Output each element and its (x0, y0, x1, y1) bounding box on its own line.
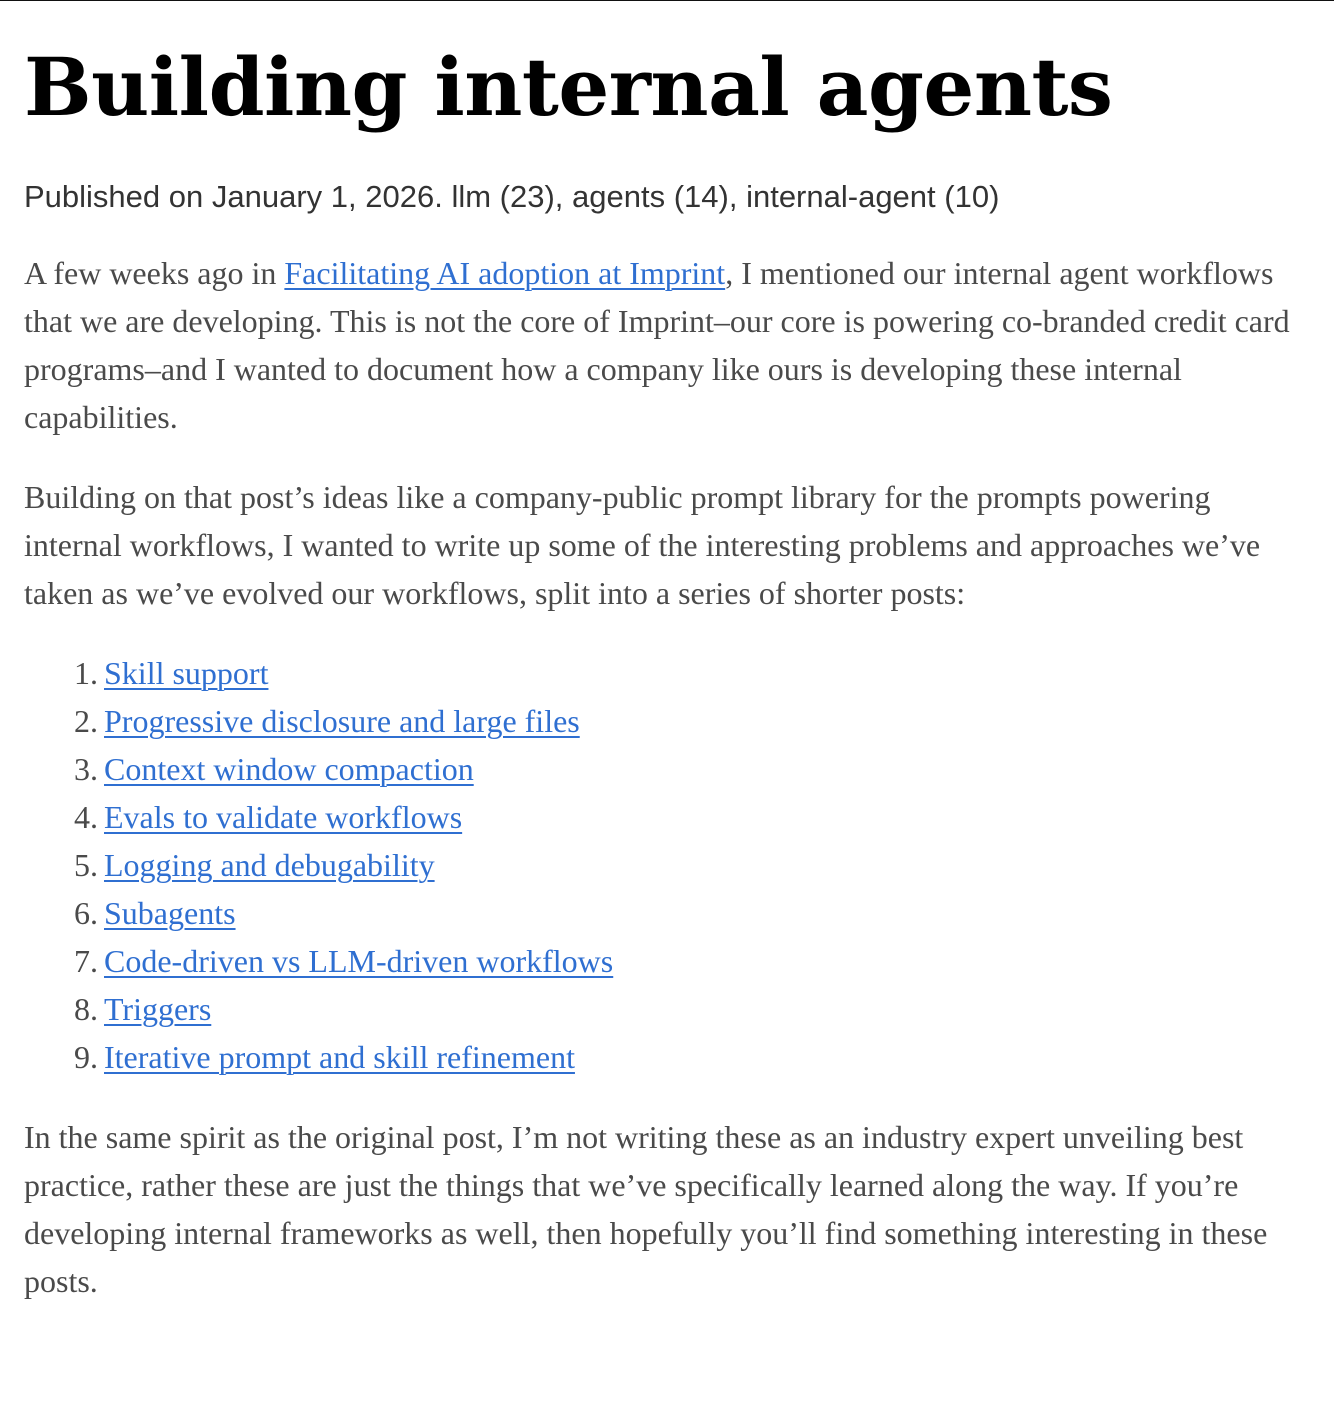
tag-link-agents[interactable]: agents (14) (572, 179, 729, 214)
list-item (24, 1033, 1310, 1081)
list-item-number: 8. (74, 991, 98, 1027)
article (0, 39, 1334, 1305)
published-date: January 1, 2026 (211, 179, 435, 214)
tag-separator: , (554, 179, 573, 214)
list-item-number: 5. (74, 847, 98, 883)
published-prefix: Published on (24, 179, 212, 214)
intro-text-before-link: A few weeks ago in (24, 255, 285, 291)
intro-paragraph (24, 249, 1310, 441)
closing-paragraph: In the same spirit as the original post, I’m not writing these as an industry expert unveiling best practice, rather these are just the things that we’ve specifically learned along the way. If you’re developing internal frameworks as well, then hopefully you’ll find something interesting in these posts. (24, 1119, 1268, 1299)
intro-text-after-link: , I mentioned our internal agent workflows that we are developing. This is not the core of Imprint–our core is powering co-branded credit card programs–and I wanted to document how a company like ours is developing these internal capabilities. (24, 255, 1290, 435)
page-title: Building internal agents (24, 40, 1113, 134)
series-post-list (24, 649, 1310, 1081)
list-item (24, 793, 1310, 841)
list-item-number: 4. (74, 799, 98, 835)
list-item (24, 745, 1310, 793)
list-item (24, 697, 1310, 745)
post-link-logging[interactable]: Logging and debugability (104, 847, 435, 883)
post-link-triggers[interactable]: Triggers (104, 991, 212, 1027)
list-item (24, 841, 1310, 889)
list-item-number: 2. (74, 703, 98, 739)
post-link-skill-support[interactable]: Skill support (104, 655, 269, 691)
facilitating-ai-adoption-link[interactable]: Facilitating AI adoption at Imprint (284, 255, 726, 291)
list-item-number: 1. (74, 655, 98, 691)
list-item (24, 649, 1310, 697)
series-intro-paragraph: Building on that post’s ideas like a company-public prompt library for the prompts powering internal workflows, I wanted to write up some of the interesting problems and approaches we’ve taken as we’ve evolved our workflows, split into a series of shorter posts: (24, 479, 1261, 611)
tag-link-internal-agent[interactable]: internal-agent (10) (746, 179, 1000, 214)
list-item-number: 6. (74, 895, 98, 931)
post-link-subagents[interactable]: Subagents (104, 895, 236, 931)
tag-link-llm[interactable]: llm (23) (451, 179, 555, 214)
list-item (24, 889, 1310, 937)
post-link-evals[interactable]: Evals to validate workflows (104, 799, 463, 835)
published-date-suffix: . (434, 179, 452, 214)
post-meta (24, 177, 1310, 217)
list-item-number: 3. (74, 751, 98, 787)
post-link-progressive-disclosure[interactable]: Progressive disclosure and large files (104, 703, 580, 739)
list-item-number: 7. (74, 943, 98, 979)
list-item-number: 9. (74, 1039, 98, 1075)
list-item (24, 985, 1310, 1033)
post-link-context-window-compaction[interactable]: Context window compaction (104, 751, 474, 787)
list-item (24, 937, 1310, 985)
post-link-iterative-refinement[interactable]: Iterative prompt and skill refinement (104, 1039, 575, 1075)
post-link-code-vs-llm[interactable]: Code-driven vs LLM-driven workflows (104, 943, 614, 979)
tag-separator: , (728, 179, 747, 214)
